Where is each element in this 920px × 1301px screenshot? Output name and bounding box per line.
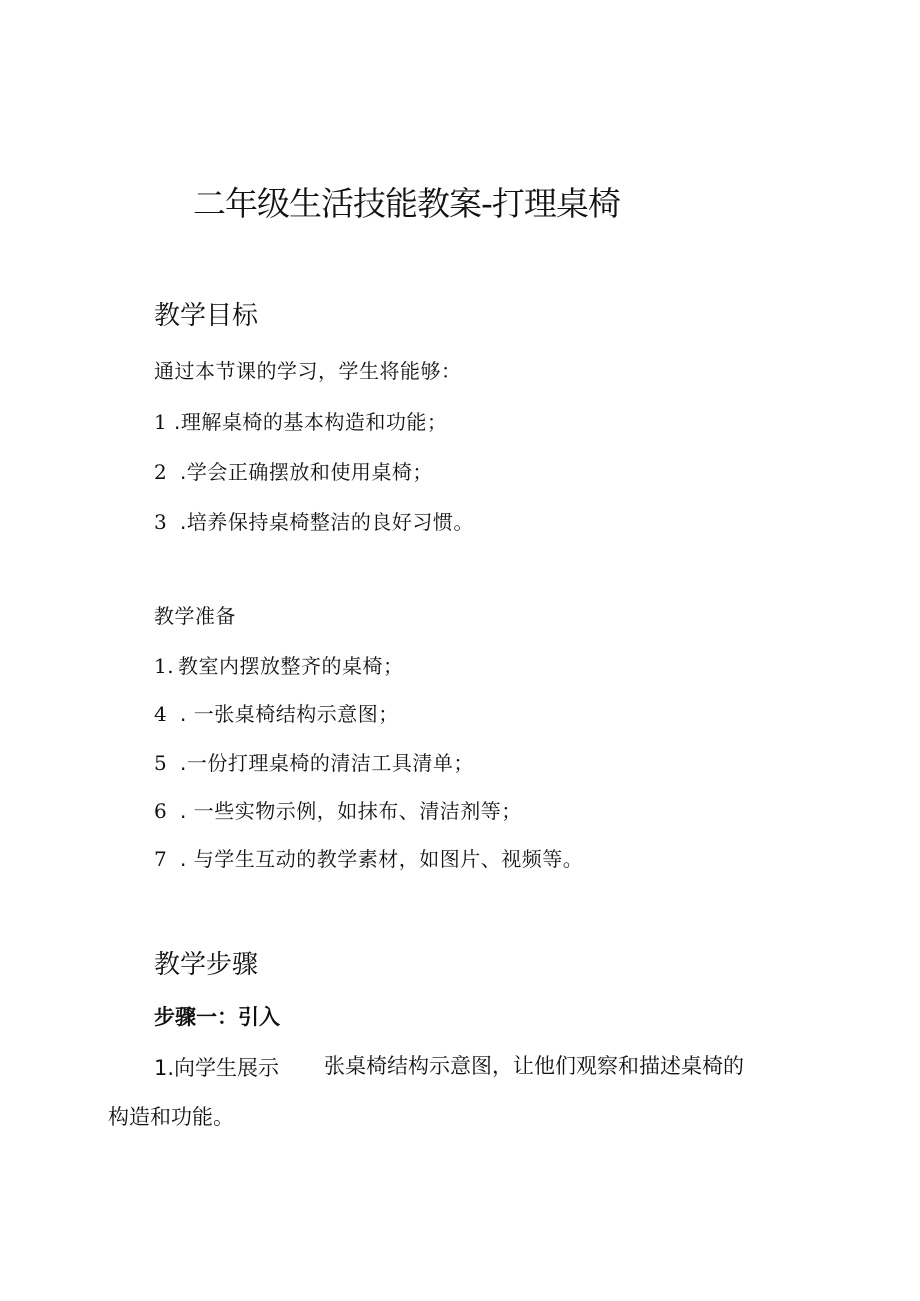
preparation-item	[154, 698, 399, 727]
step1-title: 步骤一：引入	[154, 1005, 280, 1029]
preparation-item-text: 教室内摆放整齐的桌椅；	[178, 654, 404, 678]
preparation-item-number: 1.	[154, 654, 175, 678]
preparation-item-text: . 一些实物示例，如抹布、清洁剂等；	[180, 799, 522, 823]
objective-item	[154, 456, 433, 485]
objective-item-text: .学会正确摆放和使用桌椅；	[180, 460, 433, 484]
objective-item	[154, 506, 474, 535]
objective-item	[154, 406, 447, 435]
objectives-intro: 通过本节课的学习，学生将能够：	[154, 359, 462, 383]
preparation-heading: 教学准备	[154, 604, 236, 628]
preparation-item	[154, 843, 583, 872]
objective-item-text: .理解桌椅的基本构造和功能；	[174, 410, 448, 434]
objective-item-number: 3	[154, 510, 168, 534]
preparation-item-text: . 与学生互动的教学素材，如图片、视频等。	[180, 847, 584, 871]
objective-item-text: .培养保持桌椅整洁的良好习惯。	[180, 510, 474, 534]
objective-item-number: 2	[154, 460, 168, 484]
preparation-item-text: .一份打理桌椅的清洁工具清单；	[180, 751, 474, 775]
preparation-item-text: . 一张桌椅结构示意图；	[180, 702, 399, 726]
step1-paragraph-line2: 构造和功能。	[108, 1105, 234, 1129]
preparation-item-number: 5	[154, 751, 168, 775]
step1-paragraph-rest: 张桌椅结构示意图，让他们观察和描述桌椅的	[324, 1054, 744, 1078]
objective-item-number: 1	[154, 410, 168, 434]
preparation-item-number: 6	[154, 799, 168, 823]
document-title: 二年级生活技能教案-打理桌椅	[193, 184, 620, 223]
preparation-item	[154, 650, 404, 679]
steps-heading: 教学步骤	[154, 950, 259, 980]
preparation-item	[154, 795, 522, 824]
objectives-heading: 教学目标	[154, 301, 259, 331]
preparation-item	[154, 747, 474, 776]
preparation-item-number: 4	[154, 702, 168, 726]
step1-paragraph-start: 1.向学生展示	[154, 1056, 280, 1080]
preparation-item-number: 7	[154, 847, 168, 871]
